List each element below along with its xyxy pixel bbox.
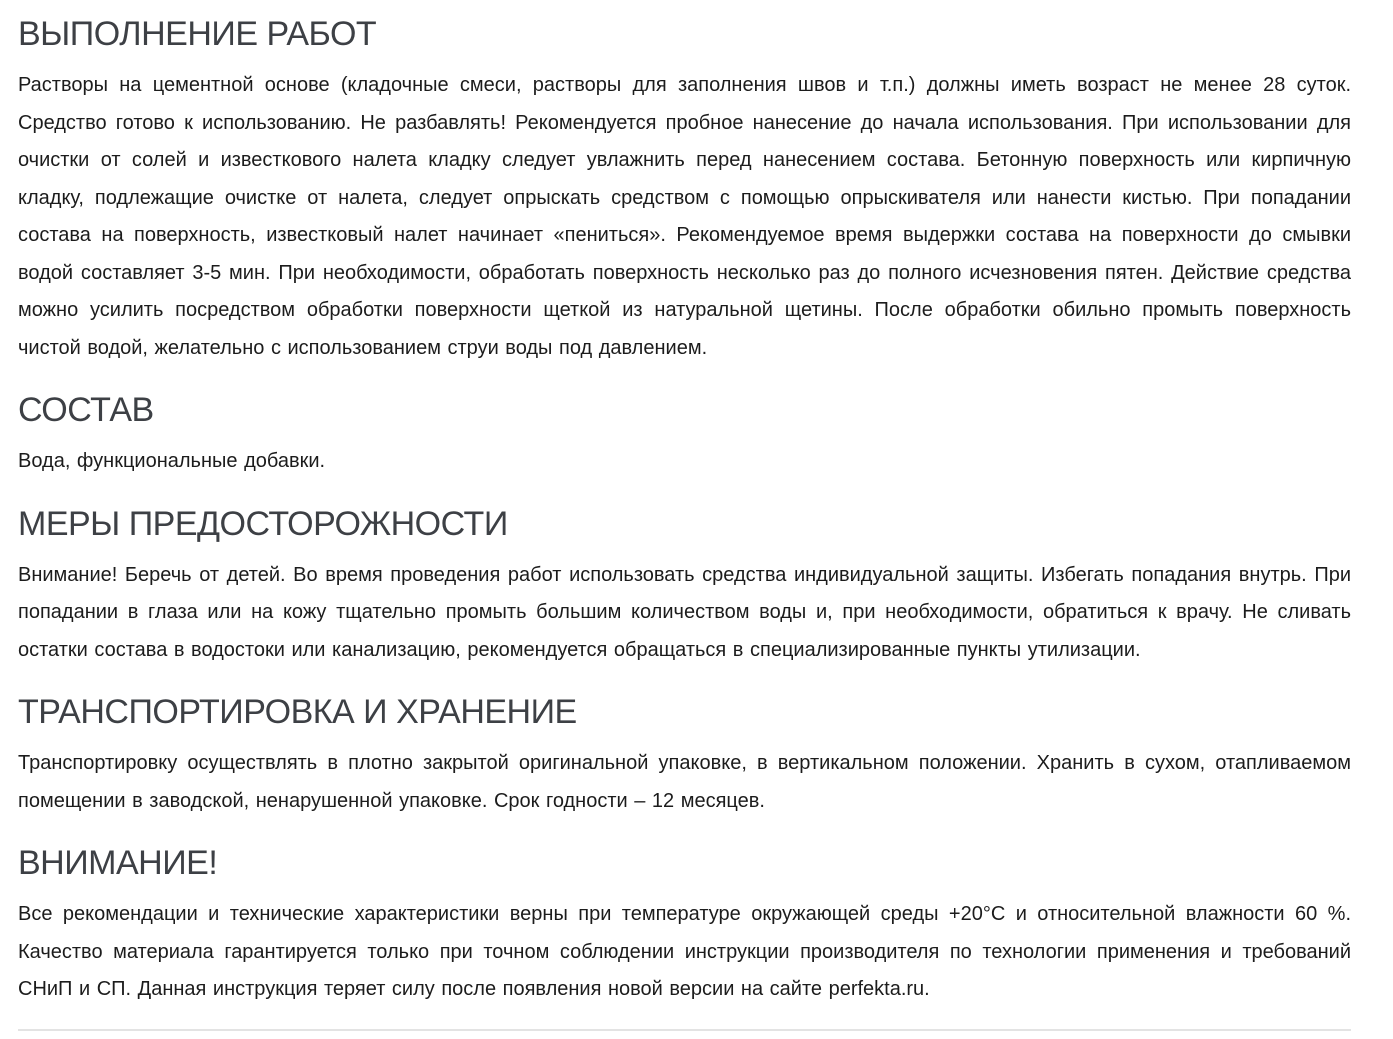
product-instructions-content xyxy=(18,15,1351,1031)
paragraph-precautions: Внимание! Беречь от детей. Во время проведения работ использовать средства индивидуальной защиты. Избегать попадания внутрь. При попадании в глаза или на кожу тщательно промыть большим количеством воды и, при необходимости, обратиться к врачу. Не сливать остатки состава в водостоки или канализацию, рекомендуется обращаться в специализированные пункты утилизации. xyxy=(18,563,1351,661)
paragraph-transport-storage: Транспортировку осуществлять в плотно закрытой оригинальной упаковке, в вертикальном положении. Хранить в сухом, отапливаемом помещении в заводской, ненарушенной упаковке. Срок годности – 12 месяцев. xyxy=(18,752,1351,812)
paragraph-attention: Все рекомендации и технические характеристики верны при температуре окружающей среды +20°С и относительной влажности 60 %. Качество материала гарантируется только при точном соблюдении инструкции производителя по технологии применения и требований СНиП и СП. Данная инструкция теряет силу после появления новой версии на сайте perfekta.ru. xyxy=(18,903,1351,1000)
heading-attention: ВНИМАНИЕ! xyxy=(18,844,218,882)
bottom-divider xyxy=(18,1029,1351,1031)
section-attention xyxy=(18,844,1351,1009)
heading-composition: СОСТАВ xyxy=(18,391,154,429)
paragraph-composition: Вода, функциональные добавки. xyxy=(18,450,326,472)
heading-precautions: МЕРЫ ПРЕДОСТОРОЖНОСТИ xyxy=(18,504,508,543)
heading-transport-storage: ТРАНСПОРТИРОВКА И ХРАНЕНИЕ xyxy=(18,693,577,731)
paragraph-work-execution: Растворы на цементной основе (кладочные смеси, растворы для заполнения швов и т.п.) должны иметь возраст не менее 28 суток. Средство готово к использованию. Не разбавлять! Рекомендуется пробное нанесение до начала использования. При использовании для очистки от солей и известкового налета кладку следует увлажнить перед нанесением состава. Бетонную поверхность или кирпичную кладку, подлежащие очистке от налета, следует опрыскать средством с помощью опрыскивателя или нанести кистью. При попадании состава на поверхность, известковый налет начинает «пениться». Рекомендуемое время выдержки состава на поверхности до смывки водой составляет 3-5 мин. При необходимости, обработать поверхность несколько раз до полного исчезновения пятен. Действие средства можно усилить посредством обработки поверхности щеткой из натуральной щетины. После обработки обильно промыть поверхность чистой водой, желательно с использованием струи воды под давлением. xyxy=(18,74,1351,359)
section-transport-storage xyxy=(18,693,1351,820)
section-work-execution xyxy=(18,15,1351,367)
section-precautions xyxy=(18,505,1351,670)
heading-work-execution: ВЫПОЛНЕНИЕ РАБОТ xyxy=(18,15,377,53)
section-composition xyxy=(18,391,1351,481)
